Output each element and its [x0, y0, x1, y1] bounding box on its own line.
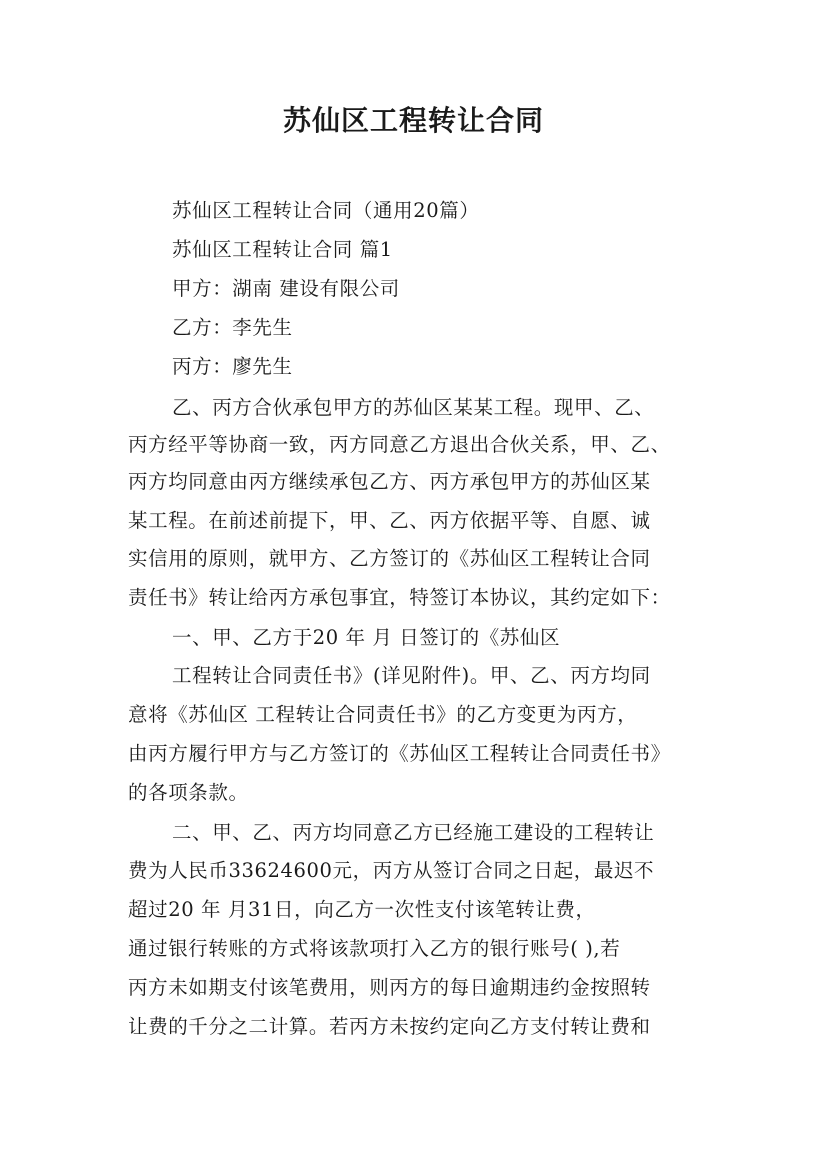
body-line: 某工程。在前述前提下，甲、乙、丙方依据平等、自愿、诚: [128, 509, 651, 532]
clause-2-line: 通过银行转账的方式将该款项打入乙方的银行账号( ),若: [128, 937, 621, 960]
clause-2-line: 丙方未如期支付该笔费用，则丙方的每日逾期违约金按照转: [128, 976, 651, 999]
chapter-heading: 苏仙区工程转让合同 篇1: [172, 238, 393, 261]
clause-2-line: 二、甲、乙、丙方均同意乙方已经施工建设的工程转让: [172, 821, 655, 844]
clause-2-line: 让费的千分之二计算。若丙方未按约定向乙方支付转让费和: [128, 1015, 651, 1038]
body-line: 责任书》转让给丙方承包事宜，特签订本协议，其约定如下：: [128, 586, 671, 609]
clause-1-line: 工程转让合同责任书》(详见附件)。甲、乙、丙方均同: [172, 664, 651, 687]
clause-1-line: 一、甲、乙方于20 年 月 日签订的《苏仙区: [172, 626, 561, 649]
clause-1-line: 由丙方履行甲方与乙方签订的《苏仙区工程转让合同责任书》: [128, 742, 671, 765]
clause-2-line: 费为人民币33624600元，丙方从签订合同之日起，最迟不: [128, 859, 655, 882]
body-line: 丙方经平等协商一致，丙方同意乙方退出合伙关系，甲、乙、: [128, 433, 671, 456]
party-a: 甲方：湖南 建设有限公司: [172, 277, 400, 300]
clause-1-line: 意将《苏仙区 工程转让合同责任书》的乙方变更为丙方，: [128, 703, 638, 726]
document-title: 苏仙区工程转让合同: [282, 104, 544, 137]
body-line: 实信用的原则，就甲方、乙方签订的《苏仙区工程转让合同: [128, 547, 651, 570]
clause-1-line: 的各项条款。: [128, 781, 249, 804]
body-line: 丙方均同意由丙方继续承包乙方、丙方承包甲方的苏仙区某: [128, 470, 651, 493]
document-subtitle: 苏仙区工程转让合同（通用20篇）: [172, 199, 480, 222]
clause-2-line: 超过20 年 月31日，向乙方一次性支付该笔转让费，: [128, 898, 596, 921]
party-c: 丙方：廖先生: [172, 355, 293, 378]
party-b: 乙方：李先生: [172, 316, 293, 339]
body-line: 乙、丙方合伙承包甲方的苏仙区某某工程。现甲、乙、: [172, 396, 655, 419]
